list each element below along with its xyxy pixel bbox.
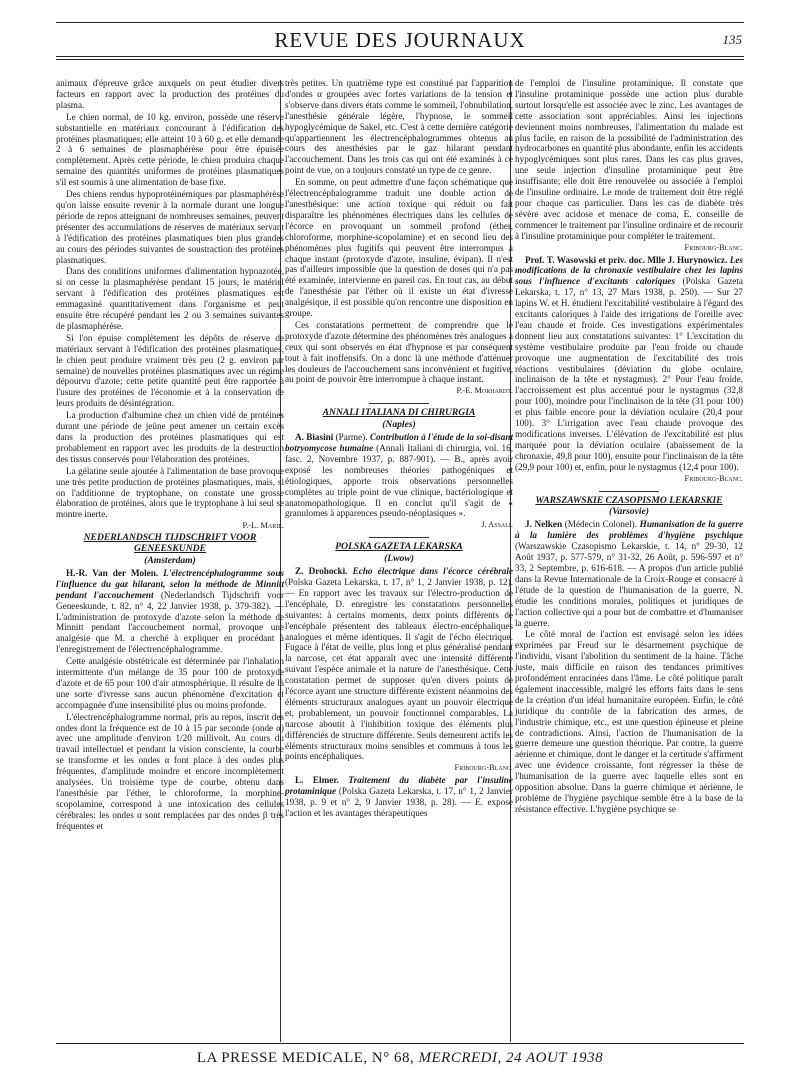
section-title: ANNALI ITALIANA DI CHIRURGIA — [322, 407, 476, 419]
header-rule-bottom-2 — [56, 59, 744, 60]
paragraph: Le côté moral de l'action est envisagé selon les idées exprimées par Freud sur le désarmement psychique de l'individu, visant l'abolition du sentiment de la haine. Tâche juste, mais difficile en raison des tendances primitives profondément enracinées dans l'âme. Le côté politique paraît également inaccessible, malgré les efforts faits dans le sens de la création d'un idéal humanitaire européen. Enfin, le côté juridique du contrôle de la fabrication des armes, de l'industrie chimique, etc., est une question épineuse et pleine de contradictions. Ainsi, l'action de l'humanisation de la guerre demeure une question théorique. Par contre, la guerre aérienne et chimique, dont le danger et la certitude s'affirment avec une évidence croissante, font régresser la thèse de l'humanisation de la guerre avec laquelle elles sont en opposition absolue. Dans la guerre chimique et aérienne, le problème de l'hygiène psychique semble être à la base de la résistance effective. L'hygiène psychique se — [515, 629, 743, 814]
footer-publication: LA PRESSE MEDICALE, N° 68, — [196, 1050, 415, 1066]
article-entry — [515, 519, 743, 628]
footer-date: MERCREDI, 24 AOUT 1938 — [418, 1050, 604, 1066]
paragraph: de l'emploi de l'insuline protaminique. Il constate que l'insuline protaminique possède une action plus durable surtout lorsqu'elle est associée avec le zinc. Les avantages de cette association sont appréciables. Ainsi les injections deviennent moins nombreuses, l'alimentation du malade est plus facile, en raison de la possibilité de l'administration des hydrocarbones en quantité plus abondante, enfin les accidents hypoglycémiques sont plus rares. Dans les cas plus graves, une seule injection d'insuline protaminique peut être insuffisante; elle doit être renouvelée ou associée à l'emploi de l'insuline ordinaire. Le mode de traitement doit être réglé pour chaque cas particulier. Dans les cas de diabète très sévère avec acidose et menace de coma, E. conseille de commencer le traitement par l'insuline ordinaire et de recourir à l'insuline protaminique pour compléter le traitement. — [515, 78, 743, 241]
article-entry — [285, 566, 513, 762]
article-author: A. Biasini — [295, 432, 334, 443]
article-title: Traitement du diabète par l'insuline protaminique — [285, 775, 513, 797]
article-reference: (Warszawskie Czasopismo Lekarskie, t. 14, n° 29-30, 12 Août 1937, p. 577-579, n° 31-32, 26 Août, p. 596-597 et n° 33, 2 Septembre, p. 616-618. — A propos d'un article publié dans la Revue Internationale de la Croix-Rouge et consacré à l'étude de la question de l'humanisation de la guerre, N. étudie les conditions morales, politiques et juridiques de l'action collective qui a pour but de combattre et d'humaniser la guerre. — [515, 541, 743, 628]
paragraph: Des chiens rendus hypoprotéinémiques par plasmaphérèse qu'on laisse ensuite revenir à la normale durant une longue période de repos atteignant de nombreuses semaines, peuvent présenter des accumulations de réserves de matériaux servant à l'édification des protéines plasmatiques bien plus grandes au cours des périodes suivantes de soustraction des protéines plasmatiques. — [56, 189, 284, 265]
paragraph: très petites. Un quatrième type est constitué par l'apparition d'ondes α groupées avec fortes variations de la tension et s'observe dans divers états comme le sommeil, l'obnubilation, l'anesthésie générale légère, l'hypnose, le sommeil hypoglycémique de Sakel, etc. C'est à cette dernière catégorie qu'appartiennent les électrencéphalogrammes obtenus au cours des anesthésies par le gaz hilarant pendant l'accouchement. Dans les trois cas qui ont été examinés à ce point de vue, on a toujours constaté un type de ce genre. — [285, 78, 513, 176]
paragraph: Le chien normal, de 10 kg. environ, possède une réserve substantielle en matériaux concourant à l'édification des protéines plasmatiques; elle atteint 10 à 60 g. et elle demande 2 à 6 semaines de plasmaphérèse pour être épuisée complètement. Après cette période, le chien produira chaque semaine des quantités uniformes de protéines plasmatiques s'il est soumis à une alimentation de base fixe. — [56, 111, 284, 188]
article-entry — [285, 432, 513, 519]
article-title: Echo électrique dans l'écorce cérébrale — [352, 566, 514, 577]
section-rule — [599, 491, 659, 492]
article-reference: (Nederlandsch Tijdschrift voor Geneeskunde, t. 82, n° 4, 22 Janvier 1938, p. 379-382). — L'administration de protoxyde d'azote selon la méthode de Minnitt pendant l'accouchement normal, provoque une analgésie que M. a cherché à expliquer en procédant à l'enregistrement de l'électrencéphalogramme. — [56, 589, 285, 655]
article-author: Z. Drohocki. — [295, 566, 348, 577]
article-entry — [515, 255, 743, 473]
header-rule-top — [56, 22, 744, 23]
section-subtitle: (Lwow) — [384, 553, 414, 565]
article-reference: (Polska Gazeta Lekarska, t. 17, n° 13, 27 Mars 1938, p. 250). — Sur 27 lapins W. et H. étudient l'excitabilité vestibulaire à l'égard des excitants caloriques à l'aide des irrigations de l'oreille avec l'eau chaude et froide. Ces investigations expérimentales donnent lieu aux constatations suivantes: 1° L'excitation du système vestibulaire produite par l'eau froide ou chaude provoque une augmentation de l'excitabilité des trois réactions vestibulaires (déviation du globe oculaire, inclinaison de la tête et nystagmus). 2° Pour l'eau froide, l'accroissement est plus accentué pour le nystagmus (32,8 pour 100), moindre pour l'inclinaison de la tête (31 pour 100) et plus faible encore pour la déviation oculaire (20,4 pour 100). 3° L'irrigation avec l'eau chaude provoque des modifications inverses. L'élévation de l'excitabilité est plus marquée pour la déviation oculaire (abaissement de la chronaxie, 49,8 pour 100), ensuite pour l'inclinaison de la tête (29,9 pour 100) et, enfin, pour le nystagmus (12,4 pour 100). — [515, 276, 743, 472]
section-subtitle: (Amsterdam) — [144, 554, 196, 566]
paragraph: L'électrencéphalogramme normal, pris au repos, inscrit des ondes dont la fréquence est de 10 à 15 par seconde (onde α) avec une amplitude d'environ 1/20 millivolt. Au cours du travail intellectuel et pendant la vision consciente, la courbe se transforme et les ondes α font place à des ondes plus fréquentes, d'amplitude moindre et encore incomplètement analysées. Un troisième type de courbe, obtenu dans l'anesthésie par l'éther, le chloroforme, la morphine-scopolamine, correspond à une intoxication des cellules cérébrales: les ondes α sont remplacées par des ondes β très fréquentes et — [56, 711, 284, 831]
article-reference: (Annali Italiani di chirurgia, vol. 16, fasc. 2, Novembre 1937, p. 887-901). — B., après avoir exposé les nombreuses théories pathogéniques et étiologiques, apporte trois observations personnelles complètes au triple point de vue clinique, bactériologique et anatomopathologique. Il en conclut qu'il s'agit de « granulomes à apparences pseudo-néoplasiques ». — [285, 443, 514, 519]
header-rule-bottom — [56, 56, 744, 57]
paragraph: En somme, on peut admettre d'une façon schématique que l'électrencéphalogramme traduit une double action de l'anesthésique: une action toxique qui réduit ou fait disparaître les phénomènes électriques dans les cellules de l'écorce en provoquant un sommeil profond (éther, chloroforme, morphine-scopolamine) et en second lieu des phénomènes plus fugitifs qui peuvent être interrompus à chaque instant (protoxyde d'azote, insuline, évipan). Il n'est pas d'ailleurs impossible que la question de doses qui n'a pas été examinée, intervienne en pareil cas. En tout cas, au début de l'anesthésie par l'éther où il existe un état d'ivresse analgésique, il est possible qu'on rencontre une disposition en groupe. — [285, 177, 513, 319]
signature: Fribourg-Blanc. — [684, 242, 743, 252]
paragraph: La gélatine seule ajoutée à l'alimentation de base provoque une très petite production de protéines plasmatiques, mais, si on l'additionne de tryptophane, on constate une grosse élaboration de protéines, alors que le tryptophane à lui seul se montre inerte. — [56, 465, 284, 520]
article-title: Contribution à l'étude de la soi-disant botryomycose humaine — [285, 432, 514, 453]
article-entry — [285, 775, 513, 819]
paragraph: La production d'albumine chez un chien vidé de protéines durant une période de jeûne peut amener un certain excès dans la production des protéines plasmatiques qui est probablement en rapport avec les produits de la destruction des tissus conservés pour l'élaboration des protéines. — [56, 410, 284, 464]
section-subtitle: (Varsovie) — [609, 506, 649, 518]
article-author: Prof. T. Wasowski et priv. doc. Mlle J. Hurynowicz. — [525, 254, 728, 265]
article-author: J. Nelken — [525, 519, 563, 530]
section-rule — [369, 403, 429, 404]
footer-rule — [56, 1043, 744, 1044]
paragraph: Si l'on épuise complètement les dépôts de réserve de matériaux servant à l'édification des protéines plasmatiques, le chien peut produire vraiment très peu (2 g. environ par semaine) de nouvelles protéines plasmatiques avec un régime dépourvu d'azote; cette petite quantité peut être rapportée à l'usure des protéines de l'économie et à la conservation de leurs produits de désintégration. — [56, 332, 284, 409]
article-author: H.-R. Van der Molen. — [66, 567, 159, 578]
signature: P.-L. Marie. — [242, 521, 284, 531]
column-1 — [56, 78, 284, 833]
article-entry — [56, 568, 284, 655]
column-2 — [285, 78, 513, 820]
article-author-place: (Parme). — [335, 432, 368, 443]
section-title: NEDERLANDSCH TIJDSCHRIFT VOOR GENEESKUNDE — [83, 532, 257, 555]
article-title: Humanisation de la guerre à la lumière des problèmes d'hygiène psychique — [515, 519, 744, 541]
footer — [0, 1050, 800, 1067]
article-author: L. Elmer. — [295, 775, 339, 786]
article-title: L'électrencéphalogramme sous l'influence du gaz hilarant, selon la méthode de Minnitt pendant l'accouchement — [56, 567, 285, 600]
page-number: 135 — [722, 32, 742, 47]
article-reference: (Polska Gazeta Lekarska, t. 17, n° 1, 2 Janvier 1938, p. 9 et n° 2, 9 Janvier 1938, p. 28). — E. expose l'action et les avantages thérapeutiques — [285, 786, 513, 818]
article-author-place: (Médecin Colonel). — [564, 519, 638, 530]
column-3 — [515, 78, 743, 816]
signature: Fribourg-Blanc. — [454, 763, 513, 773]
section-subtitle: (Naples) — [382, 419, 416, 431]
paragraph: animaux d'épreuve grâce auxquels on peut étudier divers facteurs en rapport avec la production des protéines du plasma. — [56, 78, 284, 110]
section-title: WARSZAWSKIE CZASOPISMO LEKARSKIE — [535, 494, 723, 506]
article-title: Les modifications de la chronaxie vestibulaire chez les lapins sous l'influence d'excitants caloriques — [515, 254, 743, 287]
paragraph: Ces constatations permettent de comprendre que le protoxyde d'azote détermine des phénomènes très analogues à ceux qui sont observés en état d'hypnose et par conséquent tout à fait inoffensifs. On a donc là une méthode d'atténuer les douleurs de l'accouchement sans inconvénient et fugitive, au point de pouvoir être interrompue à chaque instant. — [285, 319, 513, 385]
signature: Fribourg-Blanc. — [684, 473, 743, 483]
paragraph: Dans des conditions uniformes d'alimentation hypoazotée, si on cesse la plasmaphérèse pendant 15 jours, le matériel servant à l'édification des protéines plasmatiques est emmagasiné quantitativement dans l'organisme et peut ensuite être récupéré pendant les 2 ou 3 semaines suivantes de plasmaphérèse. — [56, 266, 284, 331]
paragraph: Cette analgésie obstétricale est déterminée par l'inhalation intermittente d'un mélange de 35 pour 100 de protoxyde d'azote et de 65 pour 100 d'air atmosphérique. Il résulte de là une sorte d'ivresse sans aucun phénomène d'excitation et accompagnée d'une insensibilité plus ou moins profonde. — [56, 656, 284, 710]
signature: P.-E. Morhardt. — [456, 386, 513, 396]
journal-title: REVUE DES JOURNAUX — [274, 28, 526, 52]
section-title: POLSKA GAZETA LEKARSKA — [335, 541, 463, 553]
signature: J. Assali. — [481, 520, 513, 530]
article-reference: (Polska Gazeta Lekarska, t. 17, n° 1, 2 Janvier 1938, p. 12). — En rapport avec les travaux sur l'électro-production de l'encéphale, D. enregistre les constatations personnelles suivantes: à certains moments, deux points différents de l'encéphale présentent des tableaux électro-encéphaliques analogues et même identiques. Il s'agit de l'écho électrique. Fugace à l'état de veille, plus long et plus généralisé pendant la narcose, cet état apparaît avec une intensité différente suivant l'espèce animale et la nature de l'anesthésique. Cette constatation permet de supposer qu'en divers points de l'écorce ayant une structure différente existent néanmoins des éléments structuraux analogues ayant un pouvoir électrique et, probablement, un pouvoir fonctionnel comparables. La narcose aboutit à l'inhibition toxique des éléments plus différenciés de structure différente. Seuls demeurent actifs les éléments structuraux moins sensibles et communs à tous les points encéphaliques. — [285, 576, 513, 762]
section-rule — [369, 537, 429, 538]
